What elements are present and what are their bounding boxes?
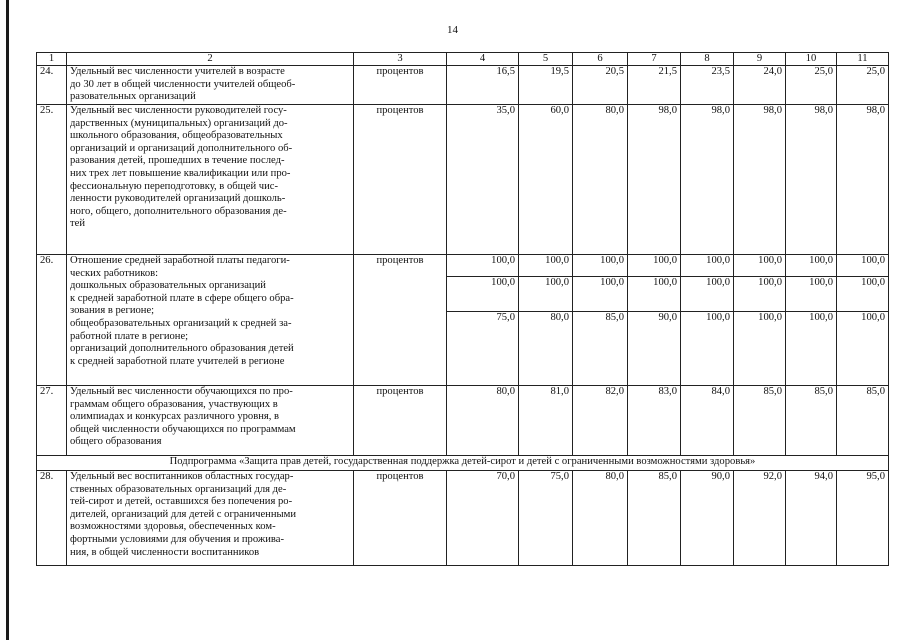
- column-header: 2: [67, 53, 354, 66]
- value-cell: 80,0: [573, 471, 628, 566]
- row-number: 26.: [37, 255, 67, 386]
- indicator-description: Удельный вес численности руководителей госу- дарственных (муниципальных) организаций до- школьного образования, общеобразовательных организаций и организаций дополнительного об- разования детей, прошедших в течение послед- них трех лет повышение квалификации или про- фессиональную переподготовку, в общей чис- ленности руководителей организаций дошколь- ного, общего, дополнительного образования де- тей: [67, 105, 354, 255]
- value-cell: 95,0: [837, 471, 889, 566]
- value-cell: 94,0: [786, 471, 837, 566]
- table-row: [37, 105, 889, 255]
- value-cell: 24,0: [734, 66, 786, 105]
- value-cell: 100,0: [681, 277, 734, 312]
- unit-cell: процентов: [354, 105, 447, 255]
- value-cell: 100,0: [519, 255, 573, 277]
- table-row: [37, 255, 889, 277]
- column-header: 5: [519, 53, 573, 66]
- row-number: 24.: [37, 66, 67, 105]
- value-cell: 100,0: [786, 277, 837, 312]
- value-cell: 100,0: [734, 277, 786, 312]
- value-cell: 75,0: [519, 471, 573, 566]
- unit-cell: процентов: [354, 471, 447, 566]
- value-cell: 70,0: [447, 471, 519, 566]
- indicator-description: Удельный вес численности учителей в возрасте до 30 лет в общей численности учителей общеоб- разовательных организаций: [67, 66, 354, 105]
- value-cell: 90,0: [628, 312, 681, 386]
- value-cell: 100,0: [734, 312, 786, 386]
- value-cell: 60,0: [519, 105, 573, 255]
- value-cell: 100,0: [447, 255, 519, 277]
- value-cell: 100,0: [447, 277, 519, 312]
- value-cell: 85,0: [628, 471, 681, 566]
- table-row: [37, 471, 889, 566]
- value-cell: 83,0: [628, 386, 681, 456]
- value-cell: 25,0: [786, 66, 837, 105]
- value-cell: 85,0: [573, 312, 628, 386]
- value-cell: 82,0: [573, 386, 628, 456]
- value-cell: 80,0: [573, 105, 628, 255]
- binding-edge: [6, 0, 9, 640]
- value-cell: 80,0: [447, 386, 519, 456]
- value-cell: 20,5: [573, 66, 628, 105]
- value-cell: 98,0: [786, 105, 837, 255]
- value-cell: 100,0: [628, 277, 681, 312]
- table-row: [37, 66, 889, 105]
- value-cell: 100,0: [837, 255, 889, 277]
- page-number: 14: [447, 24, 458, 36]
- subprogram-heading: Подпрограмма «Защита прав детей, государственная поддержка детей-сирот и детей с ограниченными возможностями здоровья»: [37, 456, 889, 471]
- value-cell: 100,0: [734, 255, 786, 277]
- value-cell: 100,0: [837, 277, 889, 312]
- value-cell: 100,0: [681, 312, 734, 386]
- column-header: 7: [628, 53, 681, 66]
- value-cell: 23,5: [681, 66, 734, 105]
- value-cell: 75,0: [447, 312, 519, 386]
- value-cell: 81,0: [519, 386, 573, 456]
- value-cell: 19,5: [519, 66, 573, 105]
- value-cell: 100,0: [519, 277, 573, 312]
- subprogram-row: [37, 456, 889, 471]
- value-cell: 100,0: [628, 255, 681, 277]
- value-cell: 84,0: [681, 386, 734, 456]
- value-cell: 100,0: [681, 255, 734, 277]
- column-header: 8: [681, 53, 734, 66]
- value-cell: 98,0: [681, 105, 734, 255]
- value-cell: 100,0: [837, 312, 889, 386]
- indicator-description: Удельный вес воспитанников областных государ- ственных образовательных организаций для де- тей-сирот и детей, оставшихся без попечения ро- дителей, организаций для детей с ограниченными возможностями здоровья, обеспеченных ком- фортными условиями для обучения и прожива- ния, в общей численности воспитанников: [67, 471, 354, 566]
- value-cell: 100,0: [786, 255, 837, 277]
- value-cell: 85,0: [734, 386, 786, 456]
- column-header: 10: [786, 53, 837, 66]
- column-header: 4: [447, 53, 519, 66]
- value-cell: 25,0: [837, 66, 889, 105]
- header-row: [37, 53, 889, 66]
- value-cell: 100,0: [786, 312, 837, 386]
- indicator-description: Удельный вес численности обучающихся по про- граммам общего образования, участвующих в олимпиадах и конкурсах различного уровня, в общей численности обучающихся по программам общего образования: [67, 386, 354, 456]
- value-cell: 21,5: [628, 66, 681, 105]
- value-cell: 100,0: [573, 277, 628, 312]
- value-cell: 100,0: [573, 255, 628, 277]
- value-cell: 90,0: [681, 471, 734, 566]
- column-header: 11: [837, 53, 889, 66]
- row-number: 28.: [37, 471, 67, 566]
- value-cell: 80,0: [519, 312, 573, 386]
- column-header: 6: [573, 53, 628, 66]
- value-cell: 85,0: [837, 386, 889, 456]
- column-header: 3: [354, 53, 447, 66]
- value-cell: 92,0: [734, 471, 786, 566]
- unit-cell: процентов: [354, 66, 447, 105]
- value-cell: 98,0: [628, 105, 681, 255]
- value-cell: 98,0: [734, 105, 786, 255]
- unit-cell: процентов: [354, 255, 447, 386]
- indicator-description: Отношение средней заработной платы педагоги- ческих работников: дошкольных образовательных организаций к средней заработной плате в сфере общего обра- зования в регионе; общеобразовательных организаций к средней за- работной плате в регионе; организаций дополнительного образования детей к средней заработной плате учителей в регионе: [67, 255, 354, 386]
- row-number: 27.: [37, 386, 67, 456]
- value-cell: 98,0: [837, 105, 889, 255]
- unit-cell: процентов: [354, 386, 447, 456]
- value-cell: 85,0: [786, 386, 837, 456]
- table-row: [37, 386, 889, 456]
- value-cell: 35,0: [447, 105, 519, 255]
- indicators-table: [36, 52, 889, 566]
- row-number: 25.: [37, 105, 67, 255]
- value-cell: 16,5: [447, 66, 519, 105]
- column-header: 9: [734, 53, 786, 66]
- column-header: 1: [37, 53, 67, 66]
